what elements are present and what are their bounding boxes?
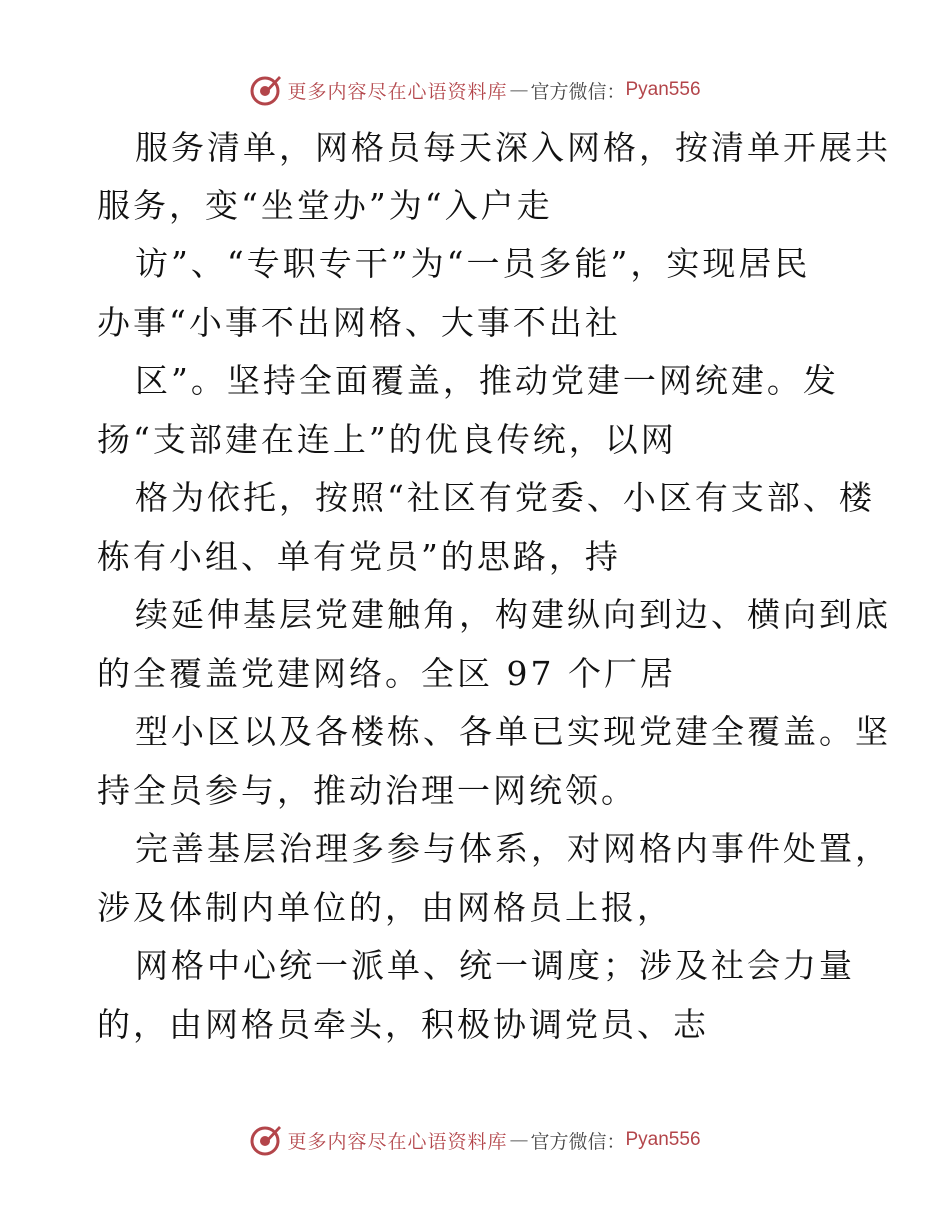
text-line: 型小区以及各楼栋、各单已实现党建全覆盖。坚 <box>135 712 891 751</box>
watermark-id: Pyan556 <box>625 1129 701 1150</box>
text-line: 服务，变“坐堂办”为“入户走 <box>97 186 553 225</box>
text-line: 完善基层治理多参与体系，对网格内事件处置， <box>135 829 891 868</box>
header-watermark <box>0 70 950 110</box>
text-line: 续延伸基层党建触角，构建纵向到边、横向到底 <box>135 595 891 634</box>
text-line: 格为依托，按照“社区有党委、小区有支部、楼 <box>135 478 875 517</box>
text-line: 的，由网格员牵头，积极协调党员、志 <box>97 1005 709 1044</box>
quill-logo-icon <box>249 1123 283 1157</box>
text-line: 办事“小事不出网格、大事不出社 <box>97 303 621 342</box>
watermark-separator: — <box>509 1129 529 1151</box>
text-line: 扬“支部建在连上”的优良传统，以网 <box>97 420 677 459</box>
text-line: 区”。坚持全面覆盖，推动党建一网统建。发 <box>135 361 839 400</box>
text-line: 持全员参与，推动治理一网统领。 <box>97 771 637 810</box>
text-line: 网格中心统一派单、统一调度；涉及社会力量 <box>135 946 855 985</box>
watermark-text: 更多内容尽在心语资料库 <box>287 80 508 103</box>
text-line: 涉及体制内单位的，由网格员上报， <box>97 888 673 927</box>
watermark-text: 更多内容尽在心语资料库 <box>287 1130 508 1153</box>
text-line: 栋有小组、单有党员”的思路，持 <box>97 537 621 576</box>
watermark-separator: — <box>509 79 529 101</box>
footer-watermark <box>0 1120 950 1160</box>
text-line: 访”、“专职专干”为“一员多能”，实现居民 <box>135 244 811 283</box>
watermark-label: 官方微信： <box>530 1130 626 1153</box>
quill-logo-icon <box>249 73 283 107</box>
watermark-label: 官方微信： <box>530 80 626 103</box>
watermark-id: Pyan556 <box>625 79 701 100</box>
text-line: 的全覆盖党建网络。全区 97 个厂居 <box>97 654 676 693</box>
text-line: 服务清单，网格员每天深入网格，按清单开展共 <box>135 128 891 167</box>
